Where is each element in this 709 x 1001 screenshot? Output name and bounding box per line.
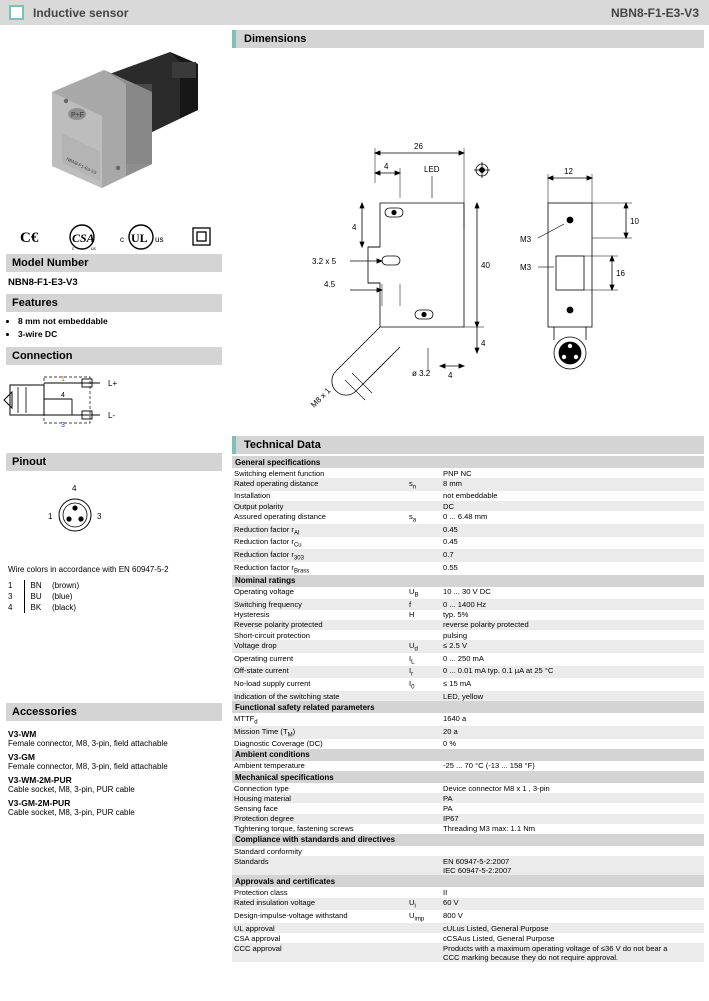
- dimensions-drawing: [232, 48, 704, 436]
- svg-text:M3: M3: [520, 263, 532, 272]
- tech-group-label: Approvals and certificates: [232, 875, 704, 887]
- tech-group-header: [232, 701, 704, 713]
- table-row: [232, 666, 704, 679]
- tech-param-name: Standard conformity: [234, 846, 302, 856]
- tech-param-name: Operating current: [234, 653, 294, 663]
- tech-param-value: 20 a: [441, 726, 704, 739]
- table-row: [232, 856, 704, 875]
- accessory-description: Cable socket, M8, 3-pin, PUR cable: [8, 808, 135, 817]
- tech-param-value: IP67: [441, 814, 704, 824]
- tech-param-value: 0 ... 250 mA: [443, 653, 484, 663]
- product-photo: [0, 30, 228, 220]
- tech-param-name: Sensing face: [234, 803, 278, 813]
- tech-param-value: 8 mm: [441, 478, 704, 491]
- tech-param-name: Diagnostic Coverage (DC): [234, 739, 323, 749]
- svg-text:3.2 x 5: 3.2 x 5: [312, 257, 337, 266]
- tech-param-name: Switching element function: [234, 468, 325, 478]
- wire-code: BU: [30, 592, 42, 601]
- tech-param-name: Off-state current: [232, 666, 407, 679]
- tech-param-value: ≤ 2.5 V: [441, 640, 704, 653]
- svg-text:4: 4: [448, 371, 453, 380]
- header-model-number: NBN8-F1-E3-V3: [610, 6, 699, 20]
- table-row: [232, 803, 704, 813]
- tech-param-name: Protection class: [234, 887, 288, 897]
- tech-param-symbol: [407, 620, 441, 630]
- features-list: [0, 316, 228, 339]
- tech-param-value: 0.45: [443, 537, 458, 547]
- wire-color-table: [8, 580, 86, 613]
- tech-param-symbol: [407, 537, 441, 550]
- tech-param-symbol: $U_d$: [407, 640, 441, 653]
- tech-param-name: UL approval: [232, 923, 407, 933]
- tech-param-value: 0 ... 1400 Hz: [441, 599, 704, 609]
- technical-data-table: [232, 456, 704, 962]
- left-column: [0, 26, 228, 1001]
- tech-param-value: II: [443, 887, 448, 897]
- svg-text:c: c: [72, 246, 75, 251]
- features-heading: Features: [6, 294, 222, 312]
- accessory-name: V3-WM: [8, 729, 37, 739]
- table-row: [232, 630, 704, 640]
- table-row: [8, 580, 85, 591]
- svg-text:4: 4: [352, 223, 357, 232]
- tech-param-name: Output polarity: [232, 501, 407, 511]
- table-row: [232, 691, 704, 701]
- tech-param-name: CSA approval: [234, 933, 281, 943]
- tech-param-name: Housing material: [232, 793, 407, 803]
- accessory-description: Female connector, M8, 3-pin, field attachable: [8, 739, 168, 748]
- tech-param-value: 0 %: [443, 739, 457, 749]
- table-row: [232, 910, 704, 923]
- feature-item: • 8 mm not embeddable: [18, 316, 228, 326]
- svg-text:C€: C€: [20, 230, 39, 246]
- right-column: [232, 30, 704, 962]
- tech-param-symbol: [407, 501, 441, 511]
- tech-param-name: Voltage drop: [232, 640, 407, 653]
- svg-text:ø 3.2: ø 3.2: [412, 369, 431, 378]
- svg-text:4: 4: [61, 392, 65, 399]
- accessory-name: V3-GM: [8, 752, 35, 762]
- tech-param-name: $MTTF_d$: [234, 713, 258, 726]
- wire-name: (brown): [52, 581, 80, 590]
- svg-text:4: 4: [72, 484, 77, 493]
- tech-param-name: Standards: [232, 856, 407, 875]
- tech-group-label: Nominal ratings: [232, 575, 704, 587]
- tech-param-value: 0 ... 0.01 mA typ. 0.1 µA at 25 °C: [441, 666, 704, 679]
- tech-param-symbol: [407, 933, 441, 943]
- svg-text:M3: M3: [520, 235, 532, 244]
- tech-param-value: not embeddable: [443, 491, 498, 501]
- tech-param-name: Mission Time $(T_M)$: [232, 726, 407, 739]
- tech-param-symbol: $I_r$: [407, 666, 441, 679]
- approval-marks: [0, 220, 228, 254]
- tech-param-symbol: [407, 793, 441, 803]
- tech-param-value: -25 ... 70 °C (-13 ... 158 °F): [443, 761, 535, 771]
- tech-group-label: Mechanical specifications: [232, 771, 704, 783]
- page-header: [0, 0, 709, 26]
- tech-param-symbol: $s_n$: [407, 478, 441, 491]
- svg-text:4: 4: [384, 162, 389, 171]
- table-row: [232, 793, 704, 803]
- tech-param-value: 0.55: [443, 562, 458, 572]
- tech-param-value: DC: [441, 501, 704, 511]
- svg-text:NBN8-F1-E3-V3: NBN8-F1-E3-V3: [65, 156, 98, 176]
- tech-param-symbol: [407, 713, 441, 726]
- svg-text:26: 26: [414, 142, 423, 151]
- tech-param-name: Short-circuit protection: [234, 630, 310, 640]
- tech-param-value: 800 V: [443, 910, 463, 920]
- tech-param-symbol: [407, 846, 441, 856]
- tech-param-value: pulsing: [443, 630, 468, 640]
- model-number-heading: Model Number: [6, 254, 222, 272]
- svg-text:L+: L+: [108, 379, 118, 388]
- svg-text:16: 16: [616, 269, 625, 278]
- tech-param-name: Switching frequency: [232, 599, 407, 609]
- accessories-list: [0, 721, 228, 817]
- tech-param-value: 60 V: [441, 898, 704, 911]
- feature-item: • 3-wire DC: [18, 329, 228, 339]
- tech-param-name: Tightening torque, fastening screws: [234, 824, 354, 834]
- svg-text:4: 4: [481, 339, 486, 348]
- tech-param-symbol: [407, 524, 441, 537]
- tech-param-symbol: [407, 943, 441, 962]
- tech-param-symbol: [407, 468, 441, 478]
- tech-param-value: 0.45: [441, 524, 704, 537]
- tech-param-value: EN 60947-5-2:2007 IEC 60947-5-2:2007: [441, 856, 704, 875]
- tech-param-name: Rated operating distance: [232, 478, 407, 491]
- tech-param-symbol: [407, 923, 441, 933]
- table-row: [232, 501, 704, 511]
- product-type-icon: [9, 5, 24, 20]
- svg-text:LED: LED: [424, 165, 440, 174]
- svg-text:12: 12: [564, 167, 573, 176]
- table-row: [232, 824, 704, 834]
- tech-param-symbol: [407, 824, 441, 834]
- wire-color-note: Wire colors in accordance with EN 60947-5-2: [8, 565, 169, 574]
- table-row: [232, 898, 704, 911]
- svg-text:us: us: [91, 246, 96, 251]
- model-number-value: NBN8-F1-E3-V3: [8, 277, 78, 288]
- connection-diagram: [0, 365, 228, 453]
- table-row: [232, 783, 704, 793]
- tech-param-value: 0.7: [441, 549, 704, 562]
- tech-param-value: 0 ... 6.48 mm: [443, 511, 488, 521]
- tech-param-name: Assured operating distance: [234, 511, 327, 521]
- table-row: [232, 653, 704, 666]
- tech-param-name: Operating voltage: [234, 587, 294, 597]
- table-row: [232, 587, 704, 600]
- tech-param-name: Rated insulation voltage: [232, 898, 407, 911]
- tech-param-symbol: $I_0$: [409, 678, 415, 691]
- tech-param-name: Hysteresis: [234, 610, 270, 620]
- tech-param-value: reverse polarity protected: [441, 620, 704, 630]
- table-row: [232, 491, 704, 501]
- tech-group-header: [232, 456, 704, 468]
- tech-group-header: [232, 834, 704, 846]
- page-title: Inductive sensor: [33, 6, 129, 20]
- accessory-name: V3-WM-2M-PUR: [8, 775, 72, 785]
- tech-param-symbol: $U_i$: [407, 898, 441, 911]
- tech-group-label: Ambient conditions: [232, 749, 704, 761]
- svg-text:4.5: 4.5: [324, 280, 336, 289]
- tech-param-name: Reduction factor $r_{Cu}$: [234, 537, 302, 549]
- table-row: [232, 537, 704, 550]
- svg-text:1: 1: [48, 512, 53, 521]
- accessory-name: V3-GM-2M-PUR: [8, 798, 71, 808]
- tech-param-value: PNP NC: [443, 468, 472, 478]
- tech-param-value: typ. 5%: [443, 610, 469, 620]
- wire-name: (black): [52, 603, 77, 612]
- tech-param-name: CCC approval: [232, 943, 407, 962]
- table-row: [232, 478, 704, 491]
- tech-param-symbol: [407, 856, 441, 875]
- tech-param-symbol: [407, 814, 441, 824]
- tech-param-value: Products with a maximum operating voltage of ≤36 V do not bear a CCC marking because they do not require approval.: [441, 943, 704, 962]
- tech-param-name: Reverse polarity protected: [232, 620, 407, 630]
- table-row: [232, 511, 704, 524]
- tech-param-value: cCSAus Listed, General Purpose: [443, 933, 555, 943]
- table-row: [232, 610, 704, 620]
- tech-group-header: [232, 875, 704, 887]
- svg-text:3: 3: [61, 422, 65, 429]
- technical-data-heading: Technical Data: [232, 436, 704, 454]
- table-row: [232, 739, 704, 749]
- tech-param-symbol: $U_{imp}$: [409, 910, 425, 923]
- tech-param-name: Reduction factor $r_{Brass}$: [234, 562, 310, 575]
- tech-param-name: Installation: [234, 491, 271, 501]
- tech-param-symbol: [407, 562, 441, 575]
- tech-param-value: PA: [441, 793, 704, 803]
- table-row: [232, 713, 704, 726]
- tech-param-value: LED, yellow: [441, 691, 704, 701]
- tech-param-symbol: $U_B$: [409, 587, 419, 599]
- tech-param-name: Protection degree: [232, 814, 407, 824]
- tech-param-symbol: [407, 691, 441, 701]
- tech-group-header: [232, 749, 704, 761]
- table-row: [232, 549, 704, 562]
- wire-number: 4: [8, 602, 24, 613]
- table-row: [232, 620, 704, 630]
- tech-param-symbol: [407, 630, 441, 640]
- table-row: [232, 562, 704, 575]
- table-row: [232, 943, 704, 962]
- tech-param-symbol: [407, 491, 441, 501]
- svg-text:us: us: [155, 235, 164, 244]
- tech-param-symbol: [407, 726, 441, 739]
- tech-group-label: Functional safety related parameters: [232, 701, 704, 713]
- table-row: [232, 814, 704, 824]
- table-row: [8, 591, 85, 602]
- tech-param-symbol: [407, 761, 441, 771]
- tech-param-symbol: f: [407, 599, 441, 609]
- table-row: [232, 933, 704, 943]
- tech-param-symbol: H: [409, 610, 415, 620]
- tech-param-value: Device connector M8 x 1 , 3-pin: [443, 783, 550, 793]
- wire-code: BK: [30, 603, 42, 612]
- wire-number: 1: [8, 580, 24, 591]
- tech-param-name: Reduction factor $r_{303}$: [232, 549, 407, 562]
- svg-text:10: 10: [630, 217, 639, 226]
- tech-param-symbol: [407, 887, 441, 897]
- tech-param-symbol: [407, 803, 441, 813]
- wire-code: BN: [30, 581, 42, 590]
- tech-param-name: No-load supply current: [234, 678, 311, 688]
- table-row: [232, 468, 704, 478]
- table-row: [8, 602, 85, 613]
- svg-text:P+F: P+F: [71, 112, 85, 119]
- svg-text:L-: L-: [108, 411, 116, 420]
- tech-param-value: PA: [443, 803, 453, 813]
- accessory-description: Cable socket, M8, 3-pin, PUR cable: [8, 785, 135, 794]
- pinout-diagram: [0, 471, 228, 561]
- dimensions-heading: Dimensions: [232, 30, 704, 48]
- tech-param-symbol: [407, 783, 441, 793]
- tech-param-value: 1640 a: [443, 713, 467, 723]
- tech-param-name: Reduction factor $r_{Al}$: [232, 524, 407, 537]
- tech-group-label: General specifications: [232, 456, 704, 468]
- connection-heading: Connection: [6, 347, 222, 365]
- tech-group-header: [232, 771, 704, 783]
- svg-text:UL: UL: [131, 231, 148, 245]
- table-row: [232, 524, 704, 537]
- tech-param-value: Threading M3 max: 1.1 Nm: [443, 824, 536, 834]
- tech-group-header: [232, 575, 704, 587]
- table-row: [232, 887, 704, 897]
- tech-param-name: Design-impulse-voltage withstand: [234, 910, 348, 920]
- svg-text:40: 40: [481, 261, 490, 270]
- svg-text:3: 3: [97, 512, 102, 521]
- table-row: [232, 640, 704, 653]
- table-row: [232, 761, 704, 771]
- svg-text:M8 x 1: M8 x 1: [309, 386, 333, 410]
- tech-param-symbol: [407, 549, 441, 562]
- table-row: [232, 923, 704, 933]
- tech-param-name: Indication of the switching state: [232, 691, 407, 701]
- wire-number: 3: [8, 591, 24, 602]
- tech-param-value: cULus Listed, General Purpose: [441, 923, 704, 933]
- tech-param-value: 10 ... 30 V DC: [443, 587, 491, 597]
- tech-param-value: [441, 846, 704, 856]
- svg-text:CSA: CSA: [72, 231, 95, 245]
- tech-group-label: Compliance with standards and directives: [232, 834, 704, 846]
- pinout-heading: Pinout: [6, 453, 222, 471]
- table-row: [232, 726, 704, 739]
- table-row: [232, 846, 704, 856]
- wire-name: (blue): [52, 592, 73, 601]
- accessory-description: Female connector, M8, 3-pin, field attachable: [8, 762, 168, 771]
- table-row: [232, 599, 704, 609]
- tech-param-value: ≤ 15 mA: [443, 678, 472, 688]
- tech-param-name: Connection type: [234, 783, 289, 793]
- tech-param-name: Ambient temperature: [234, 761, 305, 771]
- accessories-heading: Accessories: [6, 703, 222, 721]
- svg-text:1: 1: [61, 376, 65, 383]
- tech-param-symbol: $s_a$: [409, 511, 417, 524]
- table-row: [232, 678, 704, 691]
- tech-param-symbol: [407, 739, 441, 749]
- tech-param-symbol: $I_L$: [409, 653, 415, 666]
- svg-text:c: c: [120, 235, 124, 244]
